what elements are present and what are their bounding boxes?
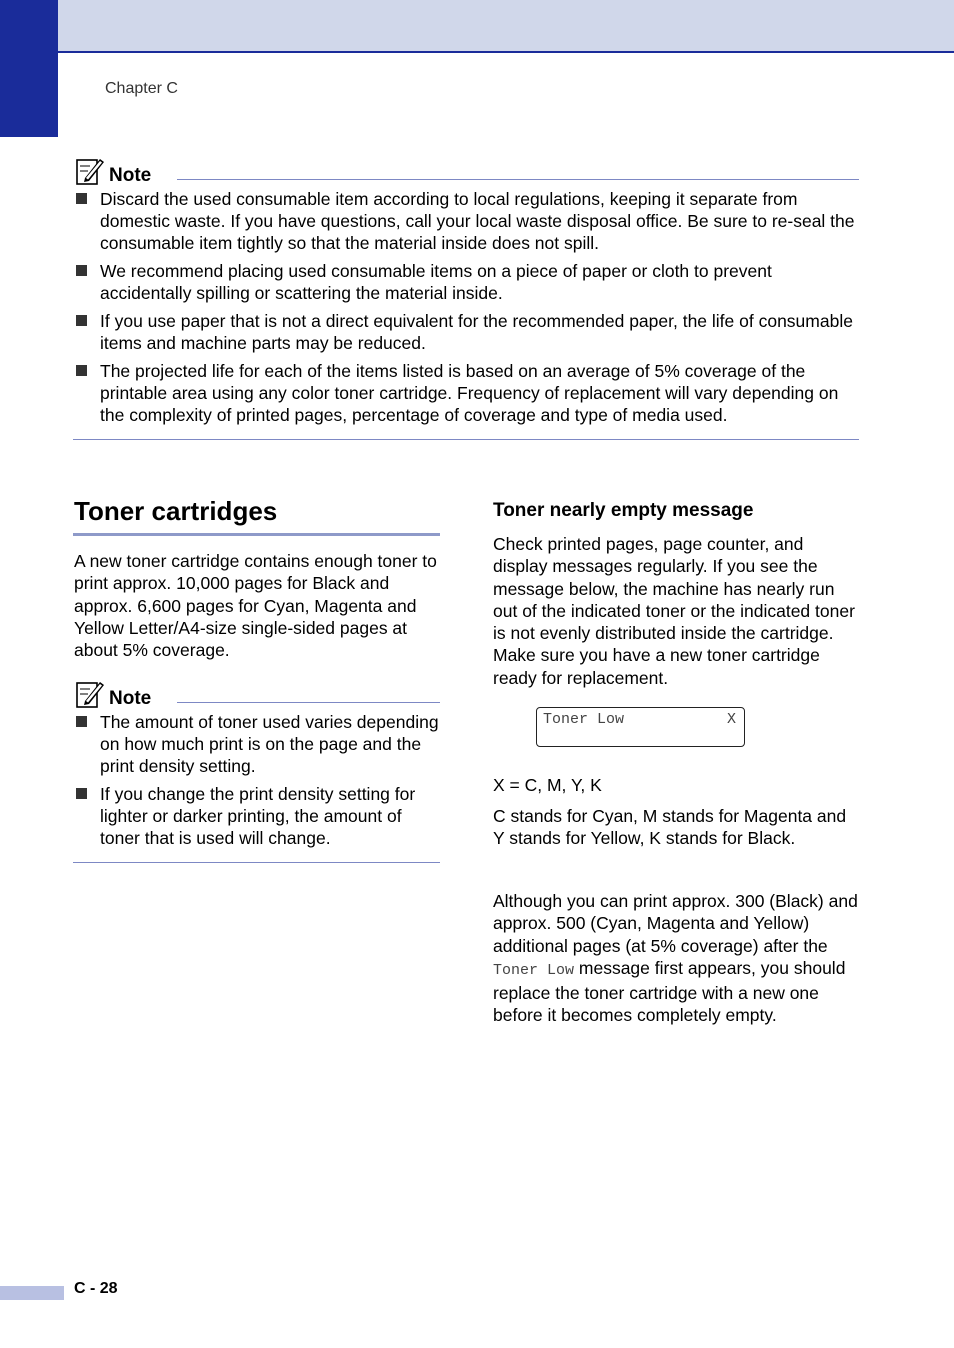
bullet-square-icon (76, 788, 87, 799)
bullet-square-icon (76, 193, 87, 204)
note-label: Note (109, 688, 152, 709)
note-list (74, 711, 440, 855)
list-item: The projected life for each of the items listed is based on an average of 5% coverage of the printable area using any color toner cartridge. Frequency of replacement will vary depending on the complexity of printed pages, percentage of coverage and type of media used. (74, 360, 860, 426)
lcd-toner-color: X (726, 711, 736, 728)
note-pencil-icon (75, 156, 105, 186)
paragraph: C stands for Cyan, M stands for Magenta and Y stands for Yellow, K stands for Black. (493, 806, 847, 849)
note-bottom-rule (73, 862, 440, 863)
page-number: C - 28 (74, 1280, 118, 1297)
note-header (75, 156, 151, 186)
bullet-square-icon (76, 265, 87, 276)
footer-band (0, 1286, 64, 1300)
heading-rule (73, 533, 440, 536)
lcd-display (536, 707, 745, 747)
lcd-message: Toner Low (543, 711, 625, 728)
list-item: Discard the used consumable item according to local regulations, keeping it separate from domestic waste. If you have questions, call your local waste disposal office. Be sure to re-seal the consumable item tightly so that the material inside does not spill. (74, 188, 860, 254)
inline-code: Toner Low (493, 961, 575, 979)
note-top-rule (177, 179, 859, 180)
bullet-square-icon (76, 315, 87, 326)
note-header (75, 679, 151, 709)
paragraph: Check printed pages, page counter, and display messages regularly. If you see the message below, the machine has nearly run out of the indicated toner or the indicated toner is not evenly distributed inside the cartridge. Make sure you have a new toner cartridge ready for replacement. (493, 534, 855, 688)
subsection-heading: Toner nearly empty message (493, 500, 754, 521)
note-list (74, 188, 860, 432)
chapter-side-tab (0, 0, 58, 137)
intro-paragraph: A new toner cartridge contains enough toner to print approx. 10,000 pages for Black and approx. 6,600 pages for Cyan, Magenta and Yellow Letter/A4-size single-sided pages at about 5% coverage. (74, 551, 437, 661)
list-item: We recommend placing used consumable items on a piece of paper or cloth to prevent accidentally spilling or scattering the material inside. (74, 260, 860, 304)
list-item: If you use paper that is not a direct equivalent for the recommended paper, the life of consumable items and machine parts may be reduced. (74, 310, 860, 354)
note-top-rule (177, 702, 440, 703)
list-item: If you change the print density setting for lighter or darker printing, the amount of toner that is used will change. (74, 783, 440, 849)
note-bottom-rule (73, 439, 859, 440)
legend-text: X = C, M, Y, K (493, 775, 602, 795)
note-pencil-icon (75, 679, 105, 709)
list-item: The amount of toner used varies depending on how much print is on the page and the print density setting. (74, 711, 440, 777)
note-label: Note (109, 165, 152, 186)
section-heading: Toner cartridges (74, 496, 278, 526)
bullet-square-icon (76, 365, 87, 376)
header-band (0, 0, 954, 53)
bullet-square-icon (76, 716, 87, 727)
paragraph: Although you can print approx. 300 (Black) and approx. 500 (Cyan, Magenta and Yellow) additional pages (at 5% coverage) after the Toner Low message first appears, you should replace the toner cartridge with a new one before it becomes completely empty. (493, 891, 858, 1026)
chapter-label: Chapter C (105, 80, 178, 97)
